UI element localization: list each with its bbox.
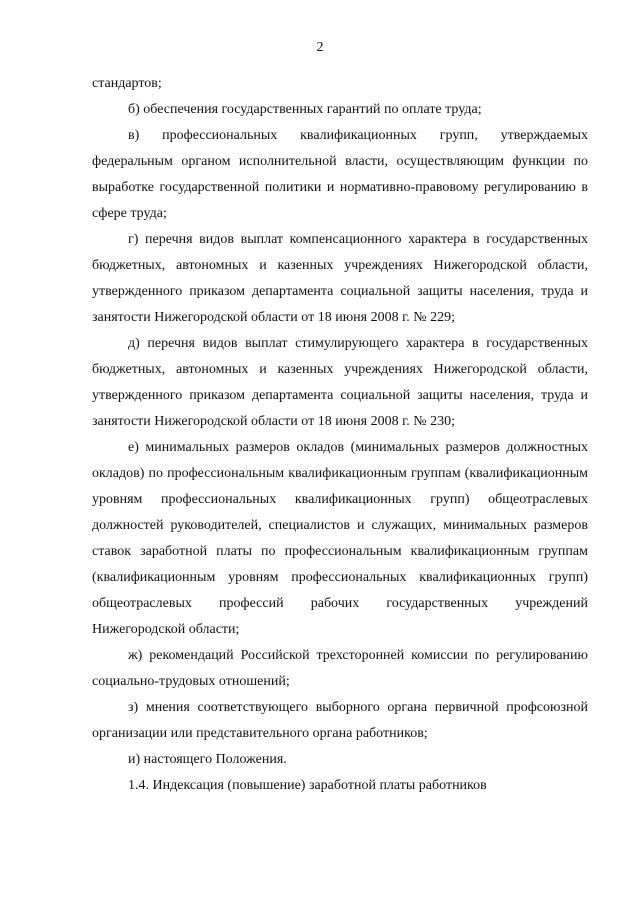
paragraph-d: д) перечня видов выплат стимулирующего характера в государственных бюджетных, автономных и казенных учреждениях Нижегородской области, утвержденного приказом департамента социальной защиты населения, труда и занятости Нижегородской области от 18 июня 2008 г. № 230; [92,336,588,429]
paragraph-v: в) профессиональных квалификационных групп, утверждаемых федеральным органом исполнительной власти, осуществляющим функции по выработке государственной политики и нормативно-правовому регулированию в сфере труда; [92,128,588,221]
document-body [92,71,588,799]
paragraph-e: е) минимальных размеров окладов (минимальных размеров должностных окладов) по профессиональным квалификационным группам (квалификационным уровням профессиональных квалификационных групп) общеотраслевых должностей руководителей, специалистов и служащих, минимальных размеров ставок заработной платы по профессиональным квалификационным группам (квалификационным уровням профессиональных квалификационных групп) общеотраслевых профессий рабочих государственных учреждений Нижегородской области; [92,440,588,637]
page-number: 2 [316,40,324,55]
paragraph-b: б) обеспечения государственных гарантий по оплате труда; [128,102,482,117]
paragraph-zh: ж) рекомендаций Российской трехсторонней комиссии по регулированию социально-трудовых отношений; [92,648,588,689]
paragraph-z: з) мнения соответствующего выборного органа первичной профсоюзной организации или представительного органа работников; [92,700,588,741]
paragraph-g: г) перечня видов выплат компенсационного характера в государственных бюджетных, автономных и казенных учреждениях Нижегородской области, утвержденного приказом департамента социальной защиты населения, труда и занятости Нижегородской области от 18 июня 2008 г. № 229; [92,232,588,325]
paragraph-continuation: стандартов; [92,76,162,91]
paragraph-i: и) настоящего Положения. [128,752,287,767]
paragraph-1-4: 1.4. Индексация (повышение) заработной платы работников [128,778,487,793]
